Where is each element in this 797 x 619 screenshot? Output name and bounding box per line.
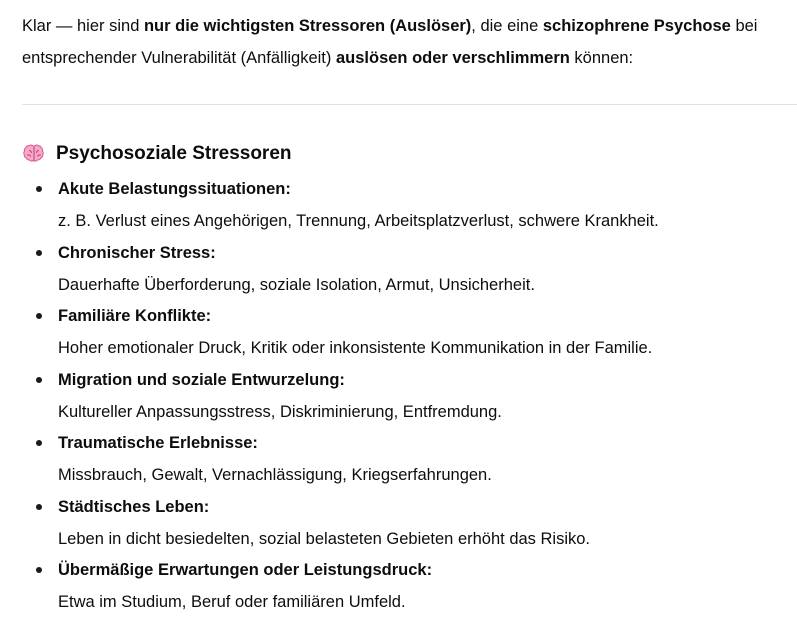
item-title: Traumatische Erlebnisse: — [58, 434, 258, 452]
intro-bold-3: auslösen oder verschlimmern — [335, 49, 570, 67]
divider — [22, 104, 797, 105]
item-description: Dauerhafte Überforderung, soziale Isolation, Armut, Unsicherheit. — [58, 275, 535, 294]
bullet — [36, 567, 42, 573]
intro-text-2: , die eine — [471, 17, 543, 35]
item-description: Etwa im Studium, Beruf oder familiären Umfeld. — [58, 593, 406, 611]
item-title: Übermäßige Erwartungen oder Leistungsdruck: — [58, 561, 433, 579]
bullet — [36, 440, 42, 446]
item-title: Migration und soziale Entwurzelung: — [58, 370, 345, 389]
item-description: Hoher emotionaler Druck, Kritik oder inkonsistente Kommunikation in der Familie. — [58, 339, 653, 357]
bullet — [36, 504, 42, 510]
intro-text-3: bei entsprechender Vulnerabilität (Anfälligkeit) — [22, 17, 758, 67]
intro-bold-2: schizophrene Psychose — [542, 17, 731, 35]
item-title: Chronischer Stress: — [58, 243, 216, 262]
bullet — [36, 313, 42, 319]
item-title: Familiäre Konflikte: — [58, 307, 212, 325]
bullet — [36, 250, 42, 256]
item-description: Leben in dicht besiedelten, sozial belasteten Gebieten erhöht das Risiko. — [58, 529, 591, 548]
item-description: z. B. Verlust eines Angehörigen, Trennung, Arbeitsplatzverlust, schwere Krankheit. — [58, 212, 659, 230]
bullet — [36, 186, 42, 192]
brain-icon — [22, 142, 46, 166]
intro-bold-1: nur die wichtigsten Stressoren (Auslöser) — [143, 17, 472, 35]
intro-paragraph — [22, 10, 792, 74]
bullet — [36, 377, 42, 383]
item-title: Akute Belastungssituationen: — [58, 180, 291, 198]
section-title: Psychosoziale Stressoren — [56, 143, 292, 164]
item-title: Städtisches Leben: — [58, 497, 210, 516]
intro-text-4: können: — [569, 49, 634, 67]
intro-text-1: Klar — hier sind — [22, 17, 144, 35]
section-heading — [22, 140, 292, 168]
item-description: Missbrauch, Gewalt, Vernachlässigung, Kriegserfahrungen. — [58, 466, 492, 484]
item-description: Kultureller Anpassungsstress, Diskriminierung, Entfremdung. — [58, 402, 502, 421]
